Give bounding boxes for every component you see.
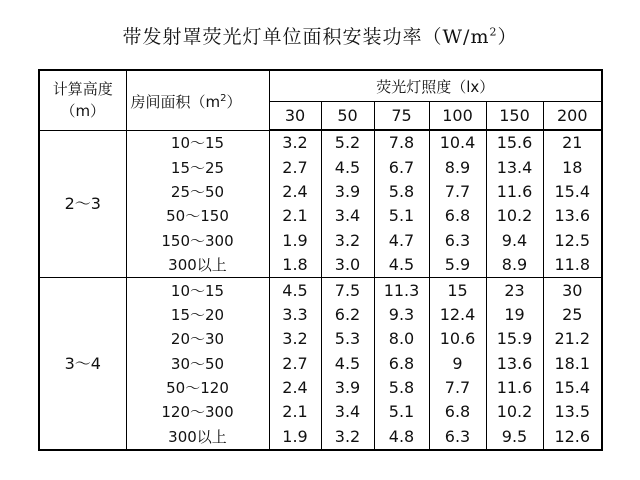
- header-illuminance: 荧光灯照度（lx）: [269, 70, 602, 102]
- power-density-table: [38, 69, 603, 451]
- power-value-cell: 2.1: [269, 400, 321, 424]
- power-value-cell: 4.7: [374, 229, 429, 253]
- room-area-cell: 25～50: [126, 180, 269, 204]
- power-value-cell: 18.1: [543, 352, 602, 376]
- power-value-cell: 2.7: [269, 155, 321, 179]
- power-value-cell: 6.3: [429, 425, 486, 450]
- power-value-cell: 3.2: [269, 130, 321, 155]
- power-value-cell: 7.7: [429, 376, 486, 400]
- header-room-area-superscript: 2: [220, 92, 227, 104]
- power-value-cell: 2.1: [269, 204, 321, 228]
- power-value-cell: 4.5: [374, 253, 429, 278]
- power-value-cell: 12.6: [543, 425, 602, 450]
- power-value-cell: 8.9: [429, 155, 486, 179]
- power-value-cell: 3.9: [321, 376, 374, 400]
- height-range-cell: 2～3: [39, 130, 126, 278]
- power-value-cell: 21.2: [543, 327, 602, 351]
- power-value-cell: 1.9: [269, 425, 321, 450]
- illuminance-level-50: 50: [321, 102, 374, 131]
- power-value-cell: 6.3: [429, 229, 486, 253]
- room-area-cell: 20～30: [126, 327, 269, 351]
- power-value-cell: 10.6: [429, 327, 486, 351]
- power-value-cell: 2.4: [269, 376, 321, 400]
- power-value-cell: 5.8: [374, 376, 429, 400]
- power-value-cell: 9: [429, 352, 486, 376]
- power-value-cell: 15.6: [486, 130, 543, 155]
- header-room-area: [126, 70, 269, 130]
- power-value-cell: 13.6: [486, 352, 543, 376]
- power-value-cell: 1.8: [269, 253, 321, 278]
- header-calc-height-unit: （m）: [60, 102, 106, 121]
- header-calc-height-label: 计算高度: [52, 80, 113, 99]
- power-value-cell: 3.3: [269, 303, 321, 327]
- room-area-cell: 120～300: [126, 400, 269, 424]
- header-room-area-close: ）: [226, 92, 242, 111]
- header-calc-height: [39, 70, 126, 130]
- power-value-cell: 3.0: [321, 253, 374, 278]
- room-area-cell: 15～25: [126, 155, 269, 179]
- power-value-cell: 12.4: [429, 303, 486, 327]
- power-value-cell: 6.7: [374, 155, 429, 179]
- power-value-cell: 3.2: [321, 425, 374, 450]
- power-value-cell: 9.5: [486, 425, 543, 450]
- power-value-cell: 8.0: [374, 327, 429, 351]
- power-value-cell: 9.4: [486, 229, 543, 253]
- power-value-cell: 3.4: [321, 400, 374, 424]
- power-value-cell: 10.2: [486, 204, 543, 228]
- table-row: [39, 130, 602, 155]
- power-value-cell: 7.5: [321, 278, 374, 303]
- power-value-cell: 18: [543, 155, 602, 179]
- power-value-cell: 4.5: [321, 352, 374, 376]
- illuminance-level-150: 150: [486, 102, 543, 131]
- power-value-cell: 5.8: [374, 180, 429, 204]
- power-value-cell: 12.5: [543, 229, 602, 253]
- power-value-cell: 13.6: [543, 204, 602, 228]
- table-title: [0, 22, 640, 49]
- room-area-cell: 10～15: [126, 278, 269, 303]
- table-title-close: ）: [497, 26, 518, 48]
- power-value-cell: 10.2: [486, 400, 543, 424]
- room-area-cell: 50～150: [126, 204, 269, 228]
- power-value-cell: 15.4: [543, 180, 602, 204]
- power-value-cell: 4.5: [269, 278, 321, 303]
- room-area-cell: 50～120: [126, 376, 269, 400]
- power-value-cell: 8.9: [486, 253, 543, 278]
- height-range-cell: 3～4: [39, 278, 126, 450]
- power-value-cell: 11.6: [486, 376, 543, 400]
- power-value-cell: 5.3: [321, 327, 374, 351]
- illuminance-level-100: 100: [429, 102, 486, 131]
- power-value-cell: 3.4: [321, 204, 374, 228]
- illuminance-level-200: 200: [543, 102, 602, 131]
- power-value-cell: 23: [486, 278, 543, 303]
- power-value-cell: 4.5: [321, 155, 374, 179]
- power-value-cell: 7.8: [374, 130, 429, 155]
- power-value-cell: 3.2: [269, 327, 321, 351]
- power-value-cell: 6.8: [429, 204, 486, 228]
- power-value-cell: 15: [429, 278, 486, 303]
- power-value-cell: 11.6: [486, 180, 543, 204]
- table-title-text: 带发射罩荧光灯单位面积安装功率（W/m: [122, 26, 490, 48]
- table-row: [39, 278, 602, 303]
- power-value-cell: 4.8: [374, 425, 429, 450]
- power-value-cell: 10.4: [429, 130, 486, 155]
- power-value-cell: 30: [543, 278, 602, 303]
- power-value-cell: 15.9: [486, 327, 543, 351]
- header-room-area-label: 房间面积（m: [130, 92, 221, 111]
- table-body: [39, 130, 602, 450]
- illuminance-level-30: 30: [269, 102, 321, 131]
- power-value-cell: 25: [543, 303, 602, 327]
- table-header: [39, 70, 602, 130]
- power-value-cell: 3.9: [321, 180, 374, 204]
- power-value-cell: 15.4: [543, 376, 602, 400]
- power-value-cell: 13.4: [486, 155, 543, 179]
- power-value-cell: 13.5: [543, 400, 602, 424]
- power-value-cell: 9.3: [374, 303, 429, 327]
- power-value-cell: 1.9: [269, 229, 321, 253]
- power-value-cell: 2.7: [269, 352, 321, 376]
- power-value-cell: 5.9: [429, 253, 486, 278]
- power-value-cell: 5.1: [374, 400, 429, 424]
- room-area-cell: 300以上: [126, 253, 269, 278]
- power-value-cell: 21: [543, 130, 602, 155]
- power-value-cell: 5.1: [374, 204, 429, 228]
- power-value-cell: 5.2: [321, 130, 374, 155]
- power-value-cell: 3.2: [321, 229, 374, 253]
- power-value-cell: 6.2: [321, 303, 374, 327]
- room-area-cell: 15～20: [126, 303, 269, 327]
- room-area-cell: 300以上: [126, 425, 269, 450]
- power-value-cell: 19: [486, 303, 543, 327]
- room-area-cell: 30～50: [126, 352, 269, 376]
- power-value-cell: 6.8: [429, 400, 486, 424]
- illuminance-level-75: 75: [374, 102, 429, 131]
- room-area-cell: 10～15: [126, 130, 269, 155]
- power-value-cell: 2.4: [269, 180, 321, 204]
- room-area-cell: 150～300: [126, 229, 269, 253]
- power-value-cell: 11.8: [543, 253, 602, 278]
- table-title-superscript: 2: [489, 25, 498, 39]
- power-value-cell: 7.7: [429, 180, 486, 204]
- power-value-cell: 6.8: [374, 352, 429, 376]
- power-value-cell: 11.3: [374, 278, 429, 303]
